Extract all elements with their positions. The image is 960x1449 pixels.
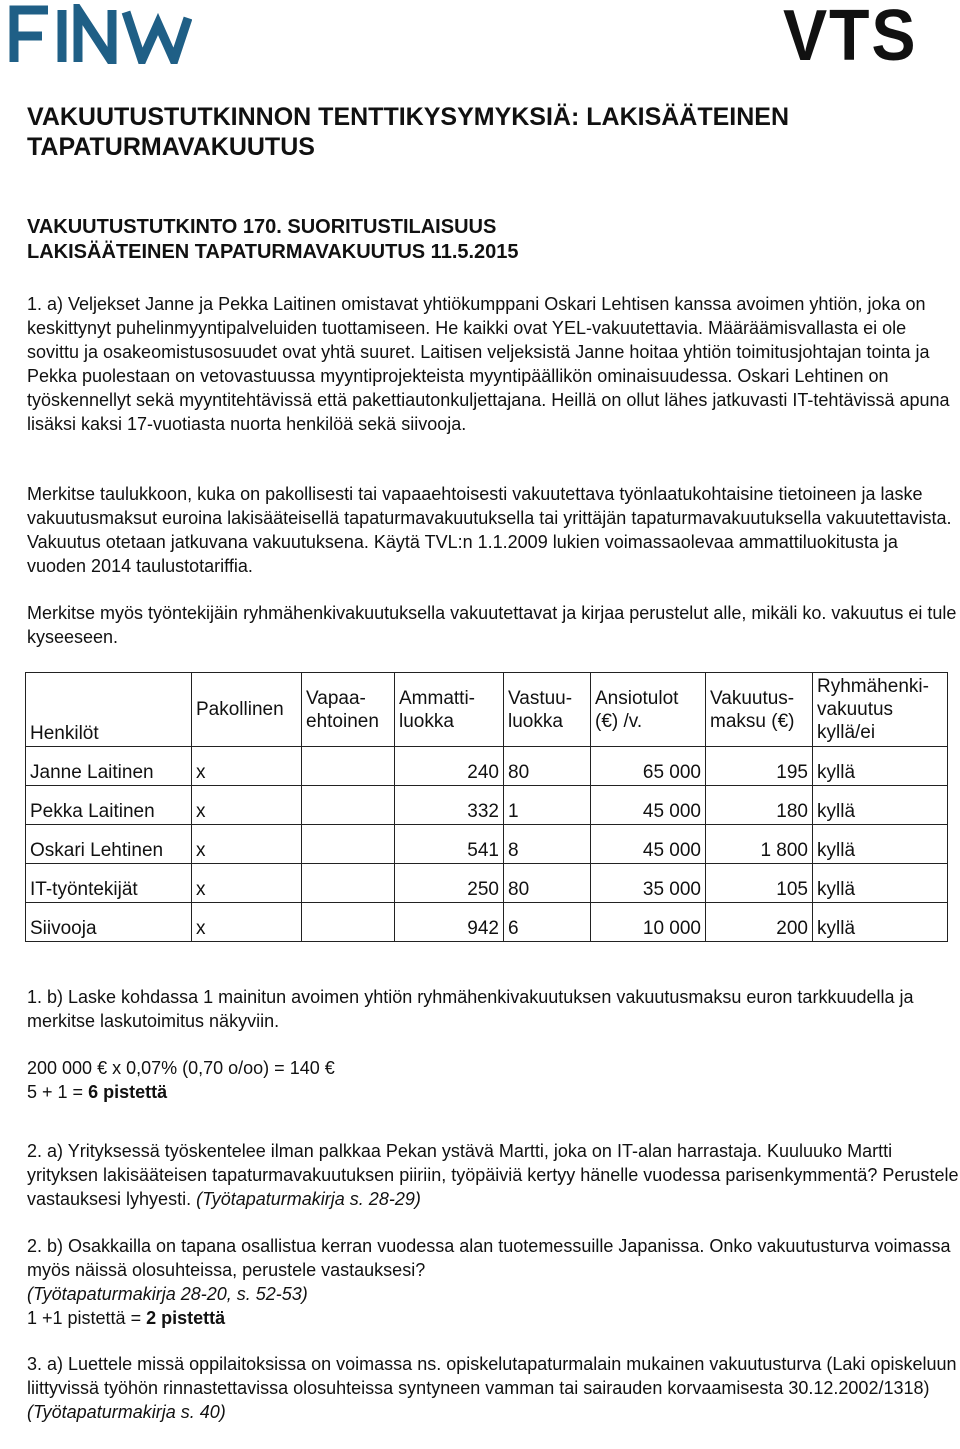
header-henkilot: Henkilöt (26, 673, 192, 747)
cell-vastuuluokka: 1 (504, 786, 591, 825)
header-vastuuluokka (504, 673, 591, 747)
question-2b-text: 2. b) Osakkailla on tapana osallistua kerran vuodessa alan tuotemessuille Japanissa. Onko vakuutusturva voimassa myös näissä olosuhteissa, perustele vastauksesi? (27, 1236, 951, 1280)
header-ammattiluokka (395, 673, 504, 747)
points-line (27, 1080, 960, 1104)
points-prefix: 1 +1 pistettä = (27, 1308, 147, 1328)
cell-vakuutusmaksu: 200 (706, 903, 813, 942)
cell-ryhmahenki: kyllä (813, 825, 948, 864)
header-pakollinen: Pakollinen (192, 673, 302, 747)
header-vapaaehtoinen-2: ehtoinen (306, 710, 379, 732)
cell-ansiotulot: 65 000 (591, 747, 706, 786)
header-vapaaehtoinen-1: Vapaa- (306, 687, 366, 709)
header-ryhma-2: vakuutus (817, 699, 894, 720)
finva-logo (8, 4, 192, 64)
cell-vakuutusmaksu: 180 (706, 786, 813, 825)
cell-vapaaehtoinen (302, 903, 395, 942)
subtitle-line-2: LAKISÄÄTEINEN TAPATURMAVAKUUTUS 11.5.2015 (27, 241, 519, 263)
exam-subtitle (27, 215, 519, 265)
header-ammatti-1: Ammatti- (399, 687, 475, 709)
table-row (26, 903, 948, 942)
header-ansiotulot (591, 673, 706, 747)
cell-vakuutusmaksu: 105 (706, 864, 813, 903)
header-maksu-1: Vakuutus- (710, 687, 795, 709)
cell-pakollinen: x (192, 903, 302, 942)
question-1a-text: 1. a) Veljekset Janne ja Pekka Laitinen omistavat yhtiökumppani Oskari Lehtisen kanssa avoimen yhtiön, joka on keskittynyt puhelinmyyntipalveluiden tuottamiseen. He kaikki ovat YEL-vakuutettavia. Määräämisvallasta ei ole sovittu ja osakeomistusosuudet ovat yhtä suuret. Laitisen veljeksistä Janne hoitaa yhtiön toimitusjohtajan tointa ja Pekka puolestaan on vetovastuussa myyntiprojekteista myyntipäällikön ominaisuudessa. Oskari Lehtinen on työskennellyt sekä myyntitehtävissä että pakettiautonkuljettajana. Heillä on ollut lähes jatkuvasti IT-tehtävissä apuna lisäksi kaksi 17-vuotiasta nuorta henkilöä sekä siivooja. (27, 294, 950, 434)
cell-name: IT-työntekijät (26, 864, 192, 903)
header-ryhma-1: Ryhmähenki- (817, 676, 929, 697)
table-row (26, 786, 948, 825)
table-row (26, 825, 948, 864)
cell-vapaaehtoinen (302, 864, 395, 903)
question-2a-text: 2. a) Yrityksessä työskentelee ilman palkkaa Pekan ystävä Martti, joka on IT-alan harrastaja. Kuuluuko Martti yrityksen lakisääteisen tapaturmavakuutuksen piiriin, työpäiviä kertyy hänelle vuodessa parisenkymmentä? Perustele vastauksesi lyhyesti. (27, 1141, 959, 1209)
header-ryhmahenki (813, 673, 948, 747)
question-2b-points (27, 1306, 960, 1330)
points-prefix: 5 + 1 = (27, 1082, 89, 1102)
cell-ansiotulot: 10 000 (591, 903, 706, 942)
question-3a (27, 1352, 960, 1424)
cell-ammattiluokka: 942 (395, 903, 504, 942)
cell-ammattiluokka: 332 (395, 786, 504, 825)
cell-ansiotulot: 35 000 (591, 864, 706, 903)
question-3a-text: 3. a) Luettele missä oppilaitoksissa on voimassa ns. opiskelutapaturmalain mukainen vakuutusturva (Laki opiskeluun liittyvissä työhön rinnastettavissa olosuhteissa syntyneen vamman tai sairauden korvaamisesta 30.12.2002/1318) (27, 1354, 957, 1398)
cell-vastuuluokka: 80 (504, 864, 591, 903)
cell-vastuuluokka: 8 (504, 825, 591, 864)
cell-name: Oskari Lehtinen (26, 825, 192, 864)
instruction-1: Merkitse taulukkoon, kuka on pakollisesti tai vapaaehtoisesti vakuutettava työnlaatukohtaisine tietoineen ja laske vakuutusmaksut euroina lakisääteisellä tapaturmavakuutuksella tai yrittäjän tapaturmavakuutuksella vakuutettavista. Vakuutus otetaan jatkuvana vakuutuksena. Käytä TVL:n 1.1.2009 lukien voimassaolevaa ammattiluokitusta ja vuoden 2014 taulustotariffia. (27, 484, 952, 576)
points-bold: 6 pistettä (88, 1082, 168, 1102)
page-title: VAKUUTUSTUTKINNON TENTTIKYSYMYKSIÄ: LAKISÄÄTEINEN TAPATURMAVAKUUTUS (27, 103, 790, 161)
question-2a-ref: (Työtapaturmakirja s. 28-29) (196, 1189, 421, 1209)
cell-vakuutusmaksu: 195 (706, 747, 813, 786)
question-1b-answer (27, 1056, 960, 1104)
table-row (26, 864, 948, 903)
table-header-row (26, 673, 948, 747)
table-row (26, 747, 948, 786)
cell-name: Pekka Laitinen (26, 786, 192, 825)
header-vastuu-1: Vastuu- (508, 687, 573, 709)
question-2b (27, 1234, 960, 1330)
header-vakuutusmaksu (706, 673, 813, 747)
cell-ammattiluokka: 250 (395, 864, 504, 903)
header-ammatti-2: luokka (399, 710, 454, 732)
cell-pakollinen: x (192, 747, 302, 786)
cell-name: Siivooja (26, 903, 192, 942)
question-2b-ref: (Työtapaturmakirja 28-20, s. 52-53) (27, 1284, 308, 1304)
cell-name: Janne Laitinen (26, 747, 192, 786)
vts-logo: VTS (783, 0, 918, 76)
header-ansio-2: (€) /v. (595, 710, 643, 732)
cell-ammattiluokka: 240 (395, 747, 504, 786)
header-ansio-1: Ansiotulot (595, 687, 679, 709)
question-2a (27, 1139, 960, 1211)
cell-vapaaehtoinen (302, 747, 395, 786)
cell-pakollinen: x (192, 786, 302, 825)
cell-ammattiluokka: 541 (395, 825, 504, 864)
subtitle-line-1: VAKUUTUSTUTKINTO 170. SUORITUSTILAISUUS (27, 216, 497, 238)
points-bold: 2 pistettä (146, 1308, 226, 1328)
cell-ryhmahenki: kyllä (813, 864, 948, 903)
question-1b-text: 1. b) Laske kohdassa 1 mainitun avoimen yhtiön ryhmähenkivakuutuksen vakuutusmaksu euron tarkkuudella ja merkitse laskutoimitus näkyviin. (27, 987, 914, 1031)
cell-pakollinen: x (192, 864, 302, 903)
cell-pakollinen: x (192, 825, 302, 864)
header-ryhma-3: kyllä/ei (817, 722, 876, 743)
question-3a-ref: (Työtapaturmakirja s. 40) (27, 1402, 226, 1422)
cell-vastuuluokka: 6 (504, 903, 591, 942)
cell-ryhmahenki: kyllä (813, 903, 948, 942)
calc-line: 200 000 € x 0,07% (0,70 o/oo) = 140 € (27, 1058, 335, 1078)
cell-vakuutusmaksu: 1 800 (706, 825, 813, 864)
cell-ansiotulot: 45 000 (591, 786, 706, 825)
header-maksu-2: maksu (€) (710, 710, 795, 732)
cell-vastuuluokka: 80 (504, 747, 591, 786)
cell-ryhmahenki: kyllä (813, 747, 948, 786)
header-vapaaehtoinen (302, 673, 395, 747)
header-vastuu-2: luokka (508, 710, 563, 732)
insurance-table (25, 672, 948, 942)
instruction-2: Merkitse myös työntekijäin ryhmähenkivakuutuksella vakuutettavat ja kirjaa perustelut alle, mikäli ko. vakuutus ei tule kyseeseen. (27, 603, 957, 647)
cell-ansiotulot: 45 000 (591, 825, 706, 864)
cell-vapaaehtoinen (302, 786, 395, 825)
cell-ryhmahenki: kyllä (813, 786, 948, 825)
cell-vapaaehtoinen (302, 825, 395, 864)
